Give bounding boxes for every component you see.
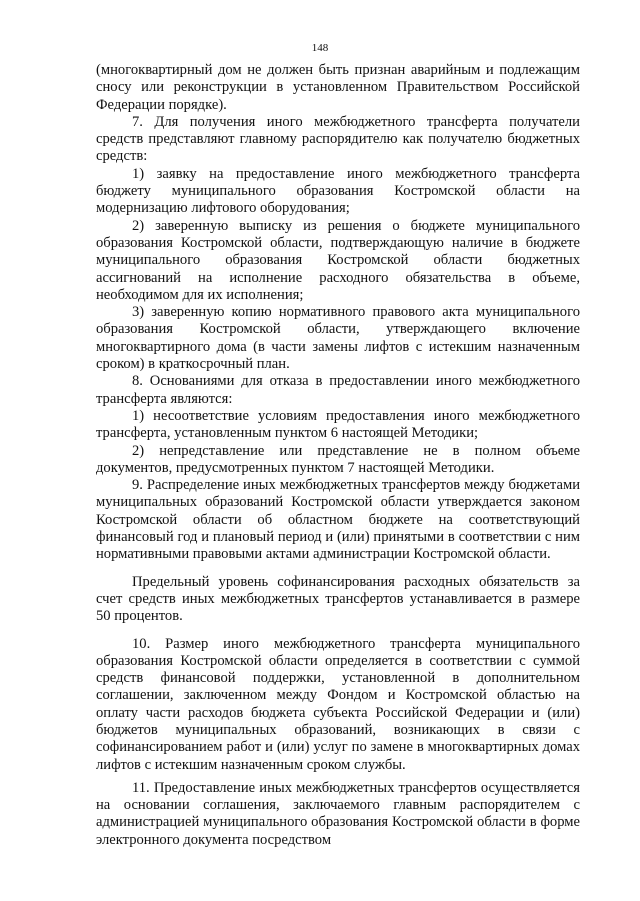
- paragraph-cofinancing-limit: Предельный уровень софинансирования расходных обязательств за счет средств иных межбюджетных трансфертов устанавливается в размере 50 процентов.: [96, 573, 580, 625]
- paragraph-item-8-2: 2) непредставление или представление не в полном объеме документов, предусмотренных пунктом 7 настоящей Методики.: [96, 442, 580, 476]
- paragraph-item-7: 7. Для получения иного межбюджетного трансферта получатели средств представляют главному распорядителю как получателю бюджетных средств:: [96, 113, 580, 165]
- paragraph-item-7-3: 3) заверенную копию нормативного правового акта муниципального образования Костромской области, утверждающего включение многоквартирного дома (в части замены лифтов с истекшим назначенным сроком) в краткосрочный план.: [96, 304, 580, 373]
- paragraph-item-11: 11. Предоставление иных межбюджетных трансфертов осуществляется на основании соглашения, заключаемого главным распорядителем с администрацией муниципального образования Костромской области в форме электронного документа посредством: [96, 779, 580, 848]
- paragraph-item-9: 9. Распределение иных межбюджетных трансфертов между бюджетами муниципальных образований Костромской области утверждается законом Костромской области об областном бюджете на соответствующий финансовый год и плановый период и (или) принятыми в соответствии с ним нормативными правовыми актами администрации Костромской области.: [96, 477, 580, 563]
- page-number: 148: [311, 42, 329, 54]
- paragraph-item-8: 8. Основаниями для отказа в предоставлении иного межбюджетного трансферта являются:: [96, 373, 580, 407]
- paragraph-item-8-1: 1) несоответствие условиям предоставления иного межбюджетного трансферта, установленным пунктом 6 настоящей Методики;: [96, 407, 580, 442]
- paragraph-item-10: 10. Размер иного межбюджетного трансферта муниципального образования Костромской области определяется в соответствии с суммой средств финансовой поддержки, установленной в дополнительном соглашении, заключенном между Фондом и Костромской областью на оплату части расходов бюджета субъекта Российской Федерации и (или) бюджетов муниципальных образований, возникающих в связи с софинансированием работ и (или) услуг по замене в многоквартирных домах лифтов с истекшим назначенным сроком службы.: [96, 635, 580, 773]
- paragraph-item-7-2: 2) заверенную выписку из решения о бюджете муниципального образования Костромской области, подтверждающую наличие в бюджете муниципального образования Костромской области бюджетных ассигнований на исполнение расходного обязательства в объеме, необходимом для их исполнения;: [96, 217, 580, 303]
- document-body: [96, 62, 580, 849]
- paragraph-continuation: (многоквартирный дом не должен быть признан аварийным и подлежащим сносу или реконструкции в установленном Правительством Российской Федерации порядке).: [96, 62, 580, 113]
- paragraph-item-7-1: 1) заявку на предоставление иного межбюджетного трансферта бюджету муниципального образования Костромской области на модернизацию лифтового оборудования;: [96, 165, 580, 217]
